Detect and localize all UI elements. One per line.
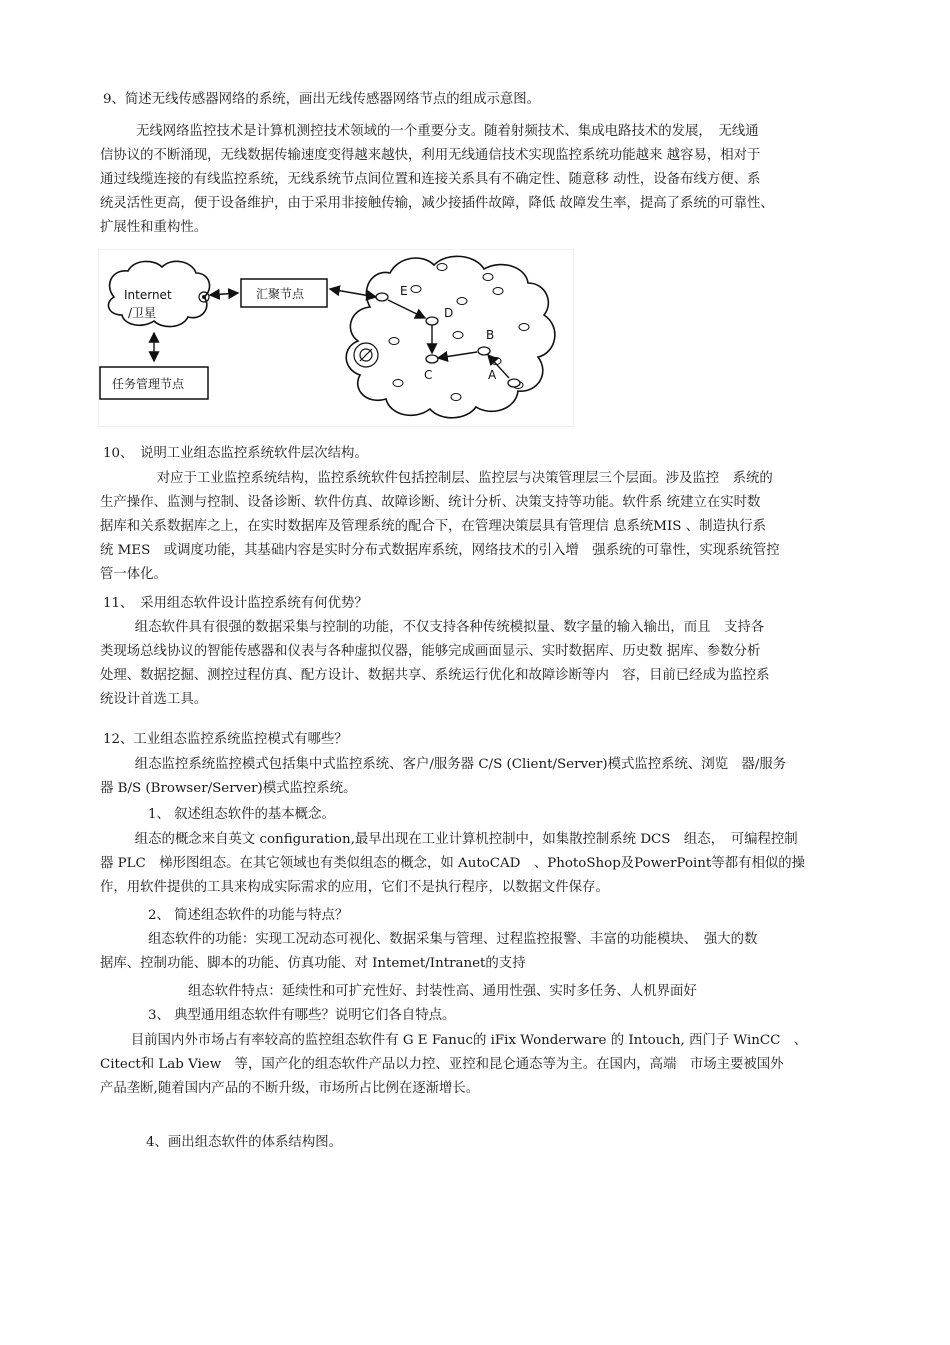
s2-line-2: 据库、控制功能、脚本的功能、仿真功能、对 Intemet/Intranet的支持 [100,956,526,971]
q12-line-2: 器 B/S (Browser/Server)模式监控系统。 [100,781,357,796]
q11-line-2: 类现场总线协议的智能传感器和仪表与各种虚拟仪器，能够完成画面显示、实时数据库、历史数 据库、参数分析 [100,644,761,659]
wsn-diagram-svg [98,249,574,427]
node-d-circle [426,317,438,325]
node-a-label: A [488,368,497,382]
node-b-circle [478,347,490,355]
q10-line-4: 统 MES 或调度功能，其基础内容是实时分布式数据库系统，网络技术的引入增 强系统的可靠性，实现系统管控 [100,543,780,558]
s3-line-3: 产品垄断,随着国内产品的不断升级，市场所占比例在逐渐增长。 [100,1081,480,1096]
section-4-title: 4、画出组态软件的体系结构图。 [146,1135,342,1150]
s3-line-2: Citect和 Lab View 等，国产化的组态软件产品以力控、亚控和昆仑通态等为主。在国内，高端 市场主要被国外 [100,1057,784,1072]
section-1-answer [100,828,860,900]
internet-antenna-dot [202,295,206,299]
question-10-title: 10、 说明工业组态监控系统软件层次结构。 [103,446,368,461]
q11-line-4: 统设计首选工具。 [100,692,208,707]
node-c-label: C [424,368,433,382]
question-12-title: 12、工业组态监控系统监控模式有哪些？ [103,732,348,747]
q10-line-3: 据库和关系数据库之上，在实时数据库及管理系统的配合下，在管理决策层具有管理信 息系统MIS 、制造执行系 [100,519,767,534]
question-11-title: 11、 采用组态软件设计监控系统有何优势？ [103,596,368,611]
q9-line-5: 扩展性和重构性。 [100,220,208,235]
q11-line-1: 组态软件具有很强的数据采集与控制的功能，不仅支持各种传统模拟量、数字量的输入输出，而且 支持各 [108,620,765,635]
node-e-circle [376,293,388,301]
s1-line-2: 器 PLC 梯形图组态。在其它领域也有类似组态的概念，如 AutoCAD 、PhotoShop及PowerPoint等都有相似的操 [100,856,806,871]
question-10-answer [100,467,860,587]
node-e-label: E [400,284,408,298]
q11-line-3: 处理、数据挖掘、测控过程仿真、配方设计、数据共享、系统运行优化和故障诊断等内 容，目前已经成为监控系 [100,668,770,683]
question-9-answer [100,120,860,240]
q9-line-3: 通过线缆连接的有线监控系统，无线系统节点间位置和连接关系具有不确定性、随意移 动性，设备布线方便、系 [100,172,761,187]
q10-line-1: 对应于工业监控系统结构，监控系统软件包括控制层、监控层与决策管理层三个层面。涉及监控 系统的 [130,471,773,486]
section-2-title: 2、 简述组态软件的功能与特点？ [148,908,349,923]
q10-line-5: 管一体化。 [100,567,167,582]
s1-line-3: 作，用软件提供的工具来构成实际需求的应用，它们不是执行程序，以数据文件保存。 [100,880,609,895]
q9-line-1: 无线网络监控技术是计算机测控技术领域的一个重要分支。随着射频技术、集成电路技术的发展， 无线通 [136,124,759,139]
diagram-frame [98,249,574,427]
section-3-title: 3、 典型通用组态软件有哪些？说明它们各自特点。 [148,1008,456,1023]
sink-node-label: 汇聚节点 [256,287,305,301]
satellite-label: /卫星 [128,306,157,320]
internet-label: Internet [124,288,172,302]
section-3-answer [100,1029,860,1101]
s3-line-1: 目前国内外市场占有率较高的监控组态软件有 G E Fanuc的 iFix Wonderware 的 Intouch, 西门子 WinCC 、 [104,1033,808,1048]
q10-line-2: 生产操作、监测与控制、设备诊断、软件仿真、故障诊断、统计分析、决策支持等功能。软件系 统建立在实时数 [100,495,761,510]
section-2-features: 组态软件特点：延续性和可扩充性好、封装性高、通用性强、实时多任务、人机界面好 [188,984,697,999]
node-b-label: B [486,328,495,342]
section-1-title: 1、 叙述组态软件的基本概念。 [148,807,335,822]
s1-line-1: 组态的概念来自英文 configuration,最早出现在工业计算机控制中，如集散控制系统 DCS 组态， 可编程控制 [108,832,798,847]
wsn-node-diagram [98,249,574,427]
task-node-label: 任务管理节点 [112,377,185,391]
section-2-answer [100,928,860,976]
node-d-label: D [444,306,454,320]
question-11-answer [100,616,860,712]
q9-line-4: 统灵活性更高，便于设备维护，由于采用非接触传输，减少接插件故障，降低 故障发生率，提高了系统的可靠性、 [100,196,774,211]
q12-line-1: 组态监控系统监控模式包括集中式监控系统、客户/服务器 C/S (Client/Server)模式监控系统、浏览 器/服务 [108,757,787,772]
node-c-circle [426,355,438,363]
q9-line-2: 信协议的不断涌现，无线数据传输速度变得越来越快，利用无线通信技术实现监控系统功能越来 越容易，相对于 [100,148,761,163]
node-a-circle [508,379,520,387]
question-12-answer [100,753,860,801]
question-9-title: 9、简述无线传感器网络的系统，画出无线传感器网络节点的组成示意图。 [103,92,541,107]
s2-line-1: 组态软件的功能：实现工况动态可视化、数据采集与管理、过程监控报警、丰富的功能模块、 强大的数 [108,932,758,947]
